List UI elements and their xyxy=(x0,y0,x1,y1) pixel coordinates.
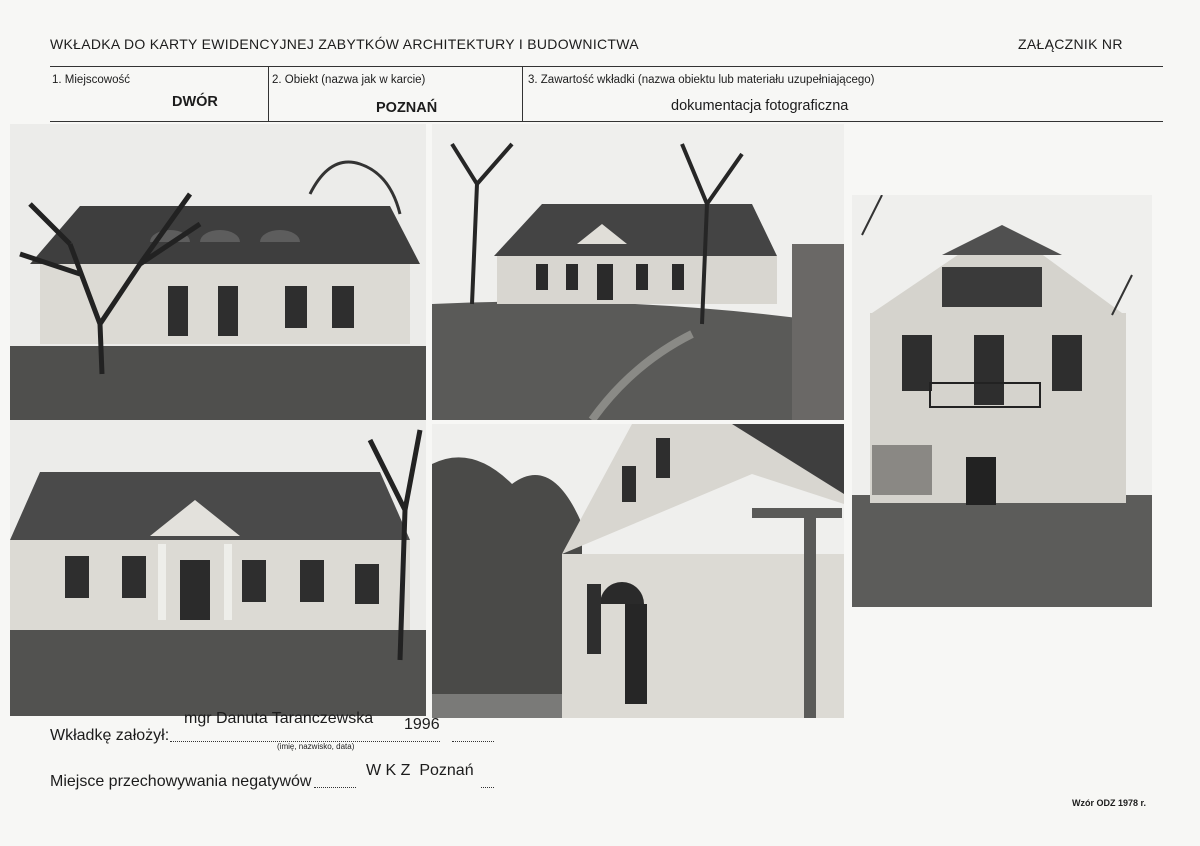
storage-value-handwritten: W K Z Poznań xyxy=(366,762,474,779)
storage-dotted-line xyxy=(314,787,356,788)
form-template-code: Wzór ODZ 1978 r. xyxy=(1072,798,1147,808)
header-rule xyxy=(50,66,1163,67)
field-row-rule xyxy=(50,121,1163,122)
photo-manor-front-lawn xyxy=(432,124,844,420)
field-divider-1 xyxy=(268,66,269,122)
content-value: dokumentacja fotograficzna xyxy=(671,98,849,114)
locality-label: 1. Miejscowość xyxy=(52,74,130,86)
author-name-handwritten: mgr Danuta Taranczewska xyxy=(184,710,374,727)
form-title: WKŁADKA DO KARTY EWIDENCYJNEJ ZABYTKÓW ARCHITEKTURY I BUDOWNICTWA xyxy=(50,36,639,52)
object-label: 2. Obiekt (nazwa jak w karcie) xyxy=(272,74,426,86)
author-dotted-line-end xyxy=(452,741,494,742)
photo-manor-portico xyxy=(10,420,426,716)
storage-dotted-line-end xyxy=(481,787,494,788)
author-year-handwritten: 1996 xyxy=(404,716,440,733)
storage-label: Miejsce przechowywania negatywów xyxy=(50,773,312,790)
photo-manor-gable-facade xyxy=(852,195,1152,607)
object-value: POZNAŃ xyxy=(376,100,438,116)
author-label: Wkładkę założył: xyxy=(50,727,170,744)
photo-manor-side-view xyxy=(10,124,426,420)
locality-value: DWÓR xyxy=(172,94,218,110)
annex-number-label: ZAŁĄCZNIK NR xyxy=(1018,36,1123,52)
photo-manor-side-entrance xyxy=(432,424,844,718)
author-field-hint: (imię, nazwisko, data) xyxy=(277,742,355,751)
content-label: 3. Zawartość wkładki (nazwa obiektu lub materiału uzupełniającego) xyxy=(528,74,875,86)
field-divider-2 xyxy=(522,66,523,122)
